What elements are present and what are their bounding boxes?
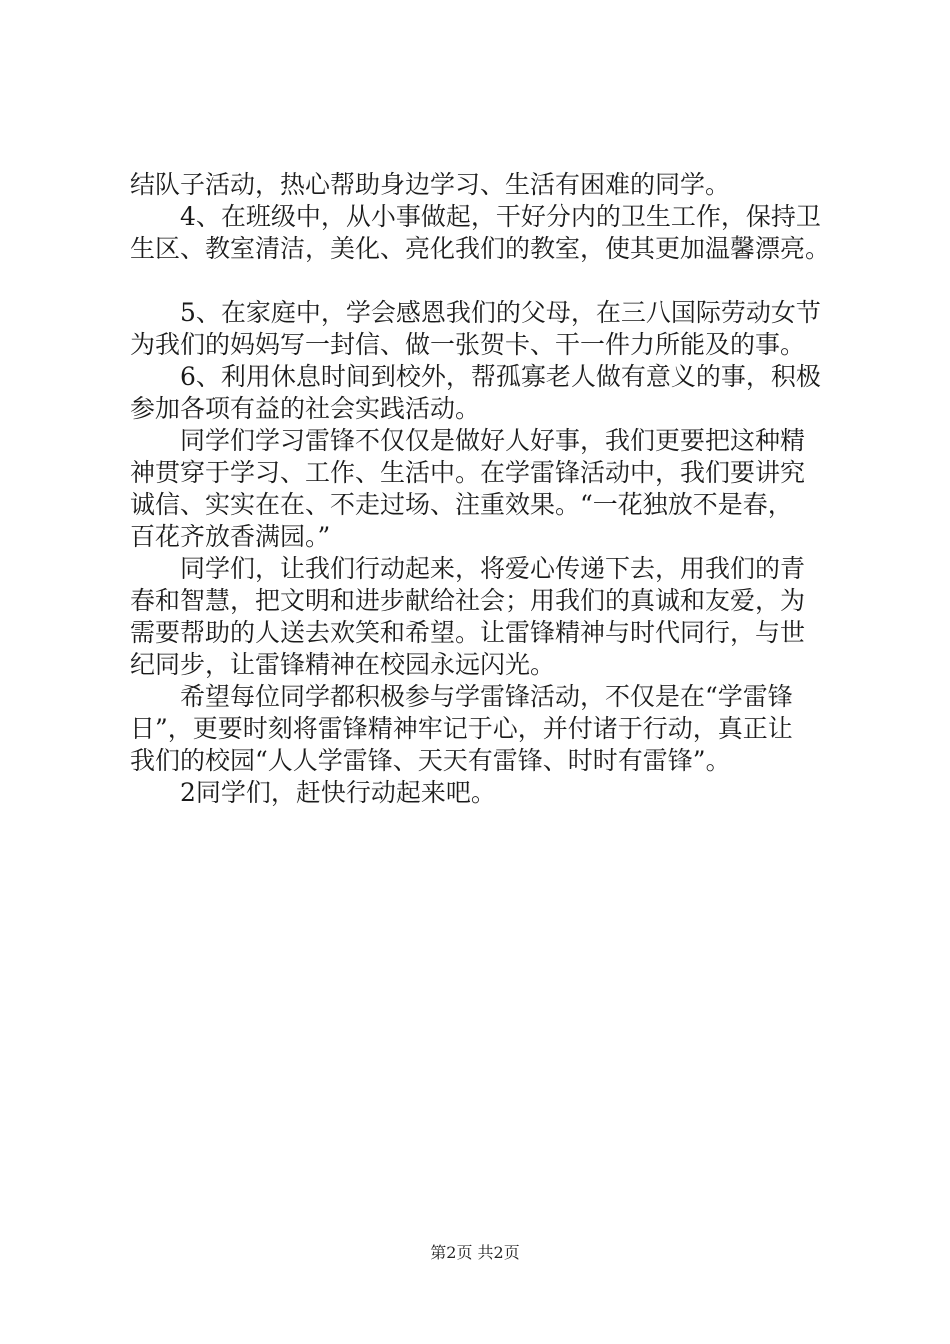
text-line: 同学们，让我们行动起来，将爱心传递下去，用我们的青 (130, 554, 806, 583)
text-line: 6、利用休息时间到校外，帮孤寡老人做有意义的事，积极 (130, 362, 821, 391)
text-line: 结队子活动，热心帮助身边学习、生活有困难的同学。 (130, 170, 731, 199)
text-line: 希望每位同学都积极参与学雷锋活动，不仅是在“学雷锋 (130, 682, 793, 711)
text-line: 需要帮助的人送去欢笑和希望。让雷锋精神与时代同行，与世 (130, 618, 806, 647)
text-line: 春和智慧，把文明和进步献给社会；用我们的真诚和友爱，为 (130, 586, 806, 615)
text-line: 神贯穿于学习、工作、生活中。在学雷锋活动中，我们要讲究 (130, 458, 806, 487)
text-line: 5、在家庭中，学会感恩我们的父母，在三八国际劳动女节 (130, 298, 821, 327)
text-line: 百花齐放香满园。” (130, 522, 331, 551)
text-line: 2同学们，赶快行动起来吧。 (130, 778, 496, 807)
text-line: 诚信、实实在在、不走过场、注重效果。“一花独放不是春， (130, 490, 793, 519)
text-line: 同学们学习雷锋不仅仅是做好人好事，我们更要把这种精 (130, 426, 806, 455)
page-number-footer: 第2页 共2页 (430, 1243, 520, 1262)
text-line: 我们的校园“人人学雷锋、天天有雷锋、时时有雷锋”。 (130, 746, 731, 775)
text-line: 为我们的妈妈写一封信、做一张贺卡、干一件力所能及的事。 (130, 330, 806, 359)
text-line: 纪同步，让雷锋精神在校园永远闪光。 (130, 650, 556, 679)
text-line: 参加各项有益的社会实践活动。 (130, 394, 481, 423)
text-line: 4、在班级中，从小事做起，干好分内的卫生工作，保持卫 (130, 202, 821, 231)
text-line: 生区、教室清洁，美化、亮化我们的教室，使其更加温馨漂亮。 (130, 234, 831, 263)
text-line: 日”，更要时刻将雷锋精神牢记于心，并付诸于行动，真正让 (130, 714, 793, 743)
